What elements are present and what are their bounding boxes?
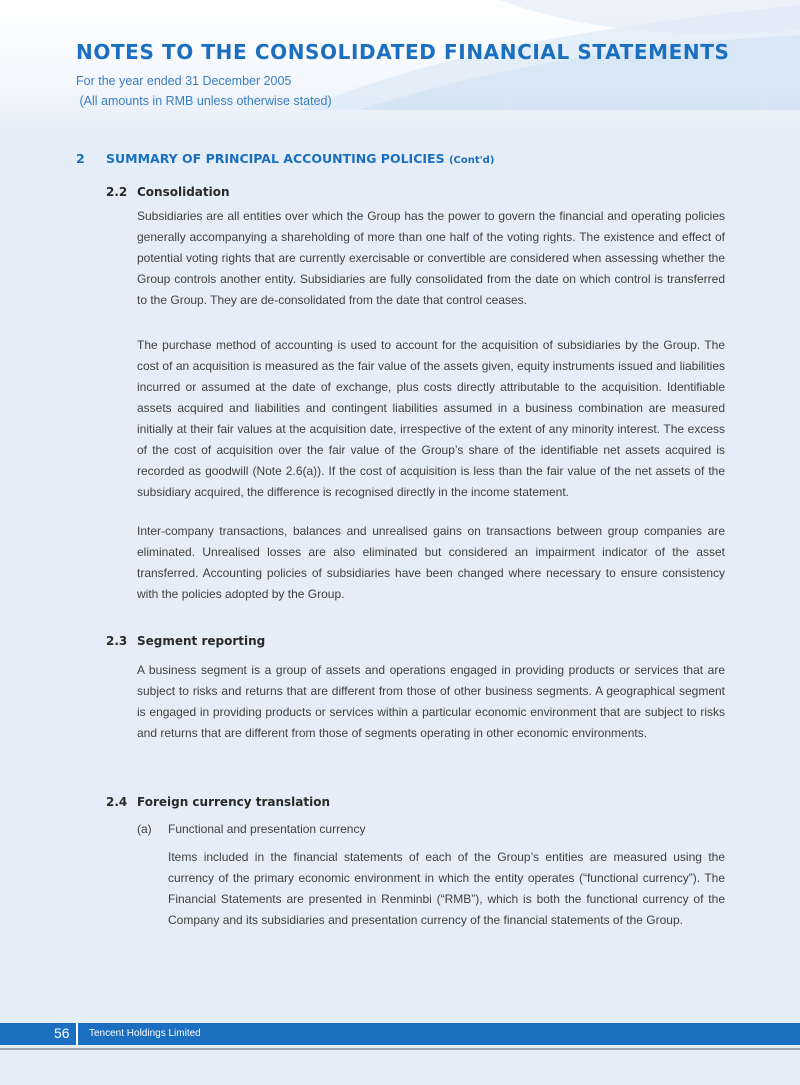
page-number: 56: [54, 1025, 70, 1041]
subsection-heading-segment: [106, 634, 265, 648]
footer-rule: [0, 1048, 800, 1050]
section-suffix: (Cont'd): [448, 155, 495, 166]
section-number: 2: [76, 151, 85, 166]
subsection-number: 2.4: [106, 795, 128, 809]
paragraph: Items included in the financial statements of each of the Group’s entities are measured using the currency of the primary economic environment in which the entity operates (“functional currency”). The Financial Statements are presented in Renminbi (“RMB”), which is both the functional currency of the Company and its subsidiaries and presentation currency of the financial statements of the Group.: [168, 850, 725, 927]
section-heading: [76, 151, 494, 166]
subsection-number: 2.2: [106, 185, 128, 199]
subsection-heading-foreign-currency: [106, 795, 330, 809]
period-subtitle: For the year ended 31 December 2005: [76, 74, 292, 88]
footer-divider: [76, 1023, 78, 1045]
subsection-title: Segment reporting: [137, 634, 266, 648]
subsection-title: Consolidation: [137, 185, 230, 199]
subsection-heading-consolidation: [106, 185, 230, 199]
subsection-number: 2.3: [106, 634, 128, 648]
paragraph: Inter-company transactions, balances and unrealised gains on transactions between group companies are eliminated. Unrealised losses are also eliminated but considered an impairment indicator of the asset transferred. Accounting policies of subsidiaries have been changed where necessary to ensure consistency with the policies adopted by the Group.: [137, 524, 725, 601]
currency-note: (All amounts in RMB unless otherwise stated): [76, 94, 332, 108]
company-name: Tencent Holdings Limited: [89, 1028, 201, 1039]
list-item-letter: (a): [137, 822, 152, 836]
subsection-title: Foreign currency translation: [137, 795, 331, 809]
page-title: NOTES TO THE CONSOLIDATED FINANCIAL STATEMENTS: [76, 40, 730, 64]
section-title: SUMMARY OF PRINCIPAL ACCOUNTING POLICIES: [106, 151, 445, 166]
list-item-label: [137, 822, 365, 836]
paragraph: Subsidiaries are all entities over which the Group has the power to govern the financial and operating policies generally accompanying a shareholding of more than one half of the voting rights. The existence and effect of potential voting rights that are currently exercisable or convertible are considered when assessing whether the Group controls another entity. Subsidiaries are fully consolidated from the date on which control is transferred to the Group. They are de-consolidated from the date that control ceases.: [137, 209, 725, 307]
paragraph: The purchase method of accounting is used to account for the acquisition of subsidiaries by the Group. The cost of an acquisition is measured as the fair value of the assets given, equity instruments issued and liabilities incurred or assumed at the date of exchange, plus costs directly attributable to the acquisition. Identifiable assets acquired and liabilities and contingent liabilities assumed in a business combination are measured initially at their fair values at the acquisition date, irrespective of the extent of any minority interest. The excess of the cost of acquisition over the fair value of the Group’s share of the identifiable net assets acquired is recorded as goodwill (Note 2.6(a)). If the cost of acquisition is less than the fair value of the net assets of the subsidiary acquired, the difference is recognised directly in the income statement.: [137, 338, 725, 499]
list-item-title: Functional and presentation currency: [168, 822, 366, 836]
paragraph: A business segment is a group of assets and operations engaged in providing products or services that are subject to risks and returns that are different from those of other business segments. A geographical segment is engaged in providing products or services within a particular economic environment that are subject to risks and returns that are different from those of segments operating in other economic environments.: [137, 663, 725, 740]
